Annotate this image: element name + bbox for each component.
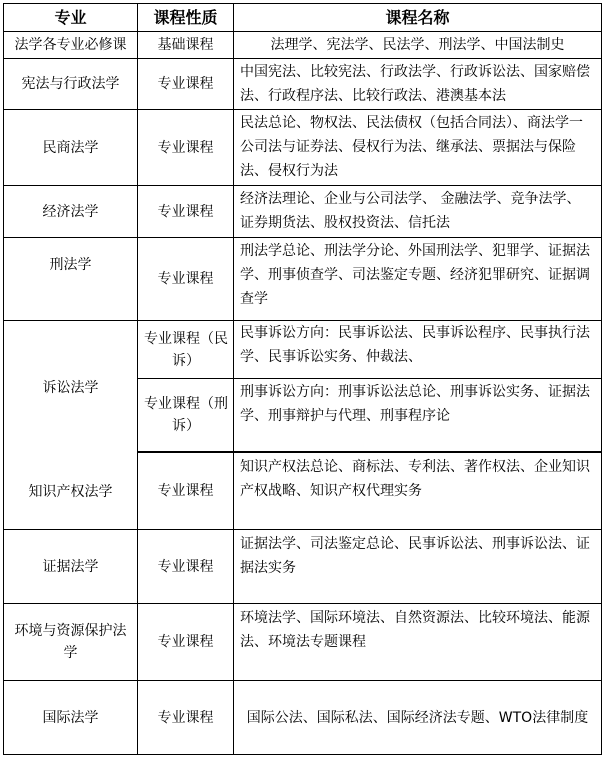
courses-cell: 国际公法、国际私法、国际经济法专题、WTO法律制度 — [246, 709, 589, 726]
major-cell: 经济法学 — [42, 203, 99, 220]
major-cell: 证据法学 — [42, 558, 99, 575]
major-cell: 知识产权法学 — [28, 484, 113, 500]
major-cell: 环境与资源保护法学 — [14, 623, 127, 661]
courses-cell: 刑法学总论、刑法学分论、外国刑法学、犯罪学、证据法学、刑事侦查学、司法鉴定专题、经济犯罪研究、证据调查学 — [240, 243, 590, 307]
major-cell: 刑法学 — [49, 257, 92, 273]
nature-cell: 专业课程 — [157, 709, 214, 726]
courses-cell-criminal: 刑事诉讼方向：刑事诉讼法总论、刑事诉讼实务、证据法学、刑事辩护与代理、刑事程序论 — [240, 384, 590, 424]
major-cell: 民商法学 — [42, 139, 99, 156]
courses-cell: 法理学、宪法学、民法学、刑法学、中国法制史 — [270, 37, 565, 53]
nature-cell: 专业课程 — [157, 271, 214, 287]
major-cell: 法学各专业必修课 — [14, 37, 127, 53]
border-right — [601, 3, 602, 755]
nature-cell-criminal: 专业课程（刑诉） — [144, 396, 228, 434]
nature-cell: 专业课程 — [157, 483, 214, 499]
header-major: 专业 — [54, 7, 87, 27]
courses-cell: 证据法学、司法鉴定总论、民事诉讼法、刑事诉讼法、证据法实务 — [240, 536, 590, 576]
row-sep — [3, 237, 602, 238]
nature-cell: 专业课程 — [157, 634, 214, 650]
nature-cell: 专业课程 — [157, 139, 214, 156]
major-cell: 国际法学 — [42, 709, 99, 726]
courses-cell: 经济法理论、企业与公司法学、 金融法学、竞争法学、证券期货法、股权投资法、信托法 — [240, 191, 581, 231]
col-sep-2 — [233, 3, 234, 755]
header-nature: 课程性质 — [153, 7, 218, 27]
header-course-names: 课程名称 — [385, 7, 450, 27]
nature-cell: 基础课程 — [157, 37, 214, 53]
nature-cell: 专业课程 — [157, 558, 214, 575]
nature-cell: 专业课程 — [157, 203, 214, 220]
major-cell: 宪法与行政法学 — [21, 76, 120, 92]
courses-cell-civil: 民事诉讼方向：民事诉讼法、民事诉讼程序、民事执行法学、民事诉讼实务、仲裁法、 — [240, 325, 590, 365]
courses-cell: 环境法学、国际环境法、自然资源法、比较环境法、能源法、环境法专题课程 — [240, 610, 590, 650]
border-bottom — [3, 754, 602, 755]
nature-cell-civil: 专业课程（民诉） — [144, 330, 228, 369]
courses-cell: 知识产权法总论、商标法、专利法、著作权法、企业知识产权战略、知识产权代理实务 — [240, 459, 590, 499]
major-cell: 诉讼法学 — [42, 380, 99, 396]
courses-cell: 中国宪法、比较宪法、行政法学、行政诉讼法、国家赔偿法、行政程序法、比较行政法、港澳基本法 — [240, 64, 590, 104]
courses-cell: 民法总论、物权法、民法债权（包括合同法）、商法学一公司法与证券法、侵权行为法、继承法、票据法与保险法、侵权行为法 — [240, 115, 583, 179]
nature-cell: 专业课程 — [157, 76, 214, 92]
